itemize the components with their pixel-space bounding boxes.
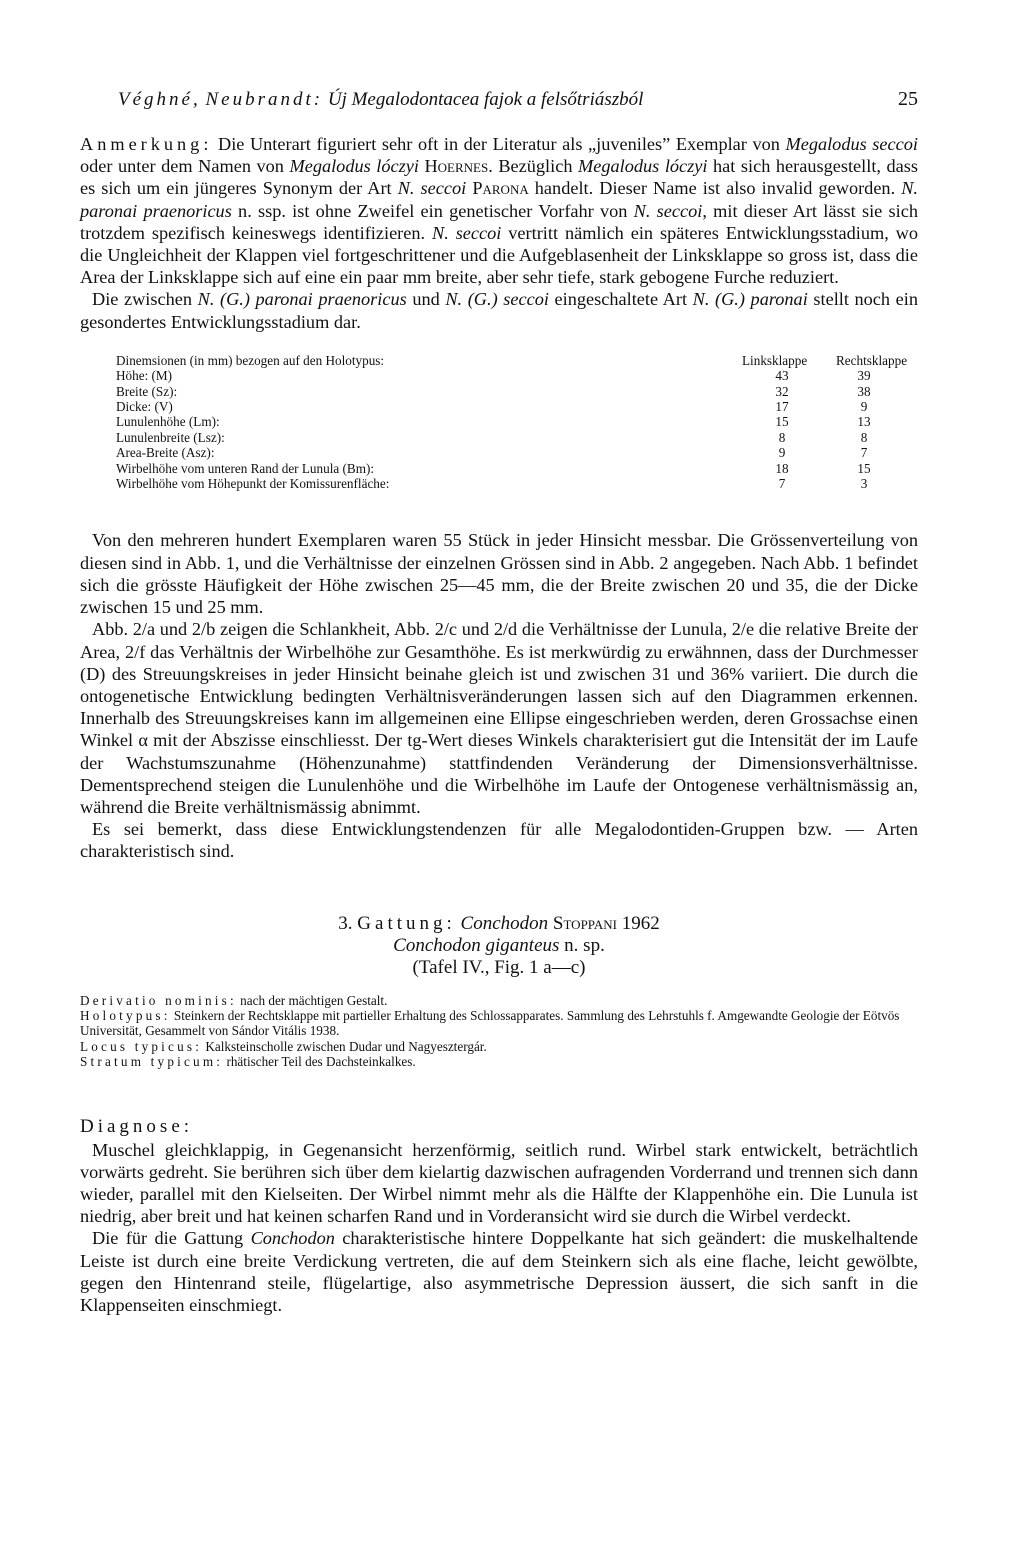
dimensions-row [116,461,906,476]
dimensions-row [116,414,906,429]
dimension-label: Dicke: (V) [116,399,173,415]
dimensions-row [116,430,906,445]
locus-text: Kalksteinscholle zwischen Dudar und Nagyesztergár. [205,1038,487,1054]
value-left: 32 [775,383,789,399]
value-right: 13 [857,414,871,430]
value-right: 7 [860,445,868,461]
author-name: Hoernes [418,156,489,177]
value-right: 15 [857,460,871,476]
taxon-name: N. seccoi [432,222,502,243]
value-right: 9 [860,399,868,415]
genus-name: Conchodon [460,912,549,934]
value-right: 3 [860,476,868,492]
header-title-line [118,89,643,111]
dimensions-row [116,399,906,414]
dimensions-table [116,353,906,492]
taxon-name: N. (G.) paronai praenoricus [197,289,407,310]
dimensions-row [116,476,906,491]
dimensions-header-row [116,353,906,368]
text-run: . Bezüglich [488,156,579,177]
value-right: 8 [860,429,868,445]
holotypus-label: Holotypus: [80,1007,171,1023]
taxon-name: Megalodus lóczyi [289,156,419,177]
taxon-name: N. (G.) paronai [692,289,808,310]
text-run: eingeschaltete Art [548,289,693,310]
anmerkung-paragraph [80,133,918,288]
stratum-text: rhätischer Teil des Dachsteinkalkes. [226,1054,416,1070]
page-number: 25 [898,88,918,110]
zwischen-paragraph [80,288,918,332]
section-gattung-label: Gattung: [357,912,456,934]
dimension-label: Area-Breite (Asz): [116,445,215,461]
anmerkung-lead: Anmerkung: [80,134,213,154]
dimensions-row [116,445,906,460]
text-run: Die zwischen [92,289,198,310]
taxon-name: N. (G.) seccoi [445,289,549,310]
species-line [80,935,918,957]
dimension-label: Breite (Sz): [116,383,178,399]
value-left: 18 [775,460,789,476]
body-paragraph-2: Abb. 2/a und 2/b zeigen die Schlankheit, Abb. 2/c und 2/d die Verhältnisse der Lunula, 2/e die relative Breite der Area, 2/f das Verhältnis der Wirbelhöhe zur Gesamthöhe. Es ist merkwürdig zu erwähnnen, dass der Durchmesser (D) des Streuungskreises in jeder Hinsicht beinahe gleich ist und zwischen 31 und 36% variiert. Die durch die ontogenetische Entwicklung bedingten Verhältnisveränderungen lassen sich auf den Diagrammen erkennen. Innerhalb des Streuungskreises kann im allgemeinen eine Ellipse eingeschrieben werden, deren Grossachse einen Winkel α mit der Abszisse einschliesst. Der tg-Wert dieses Winkels charakterisiert gut die Intensität der im Laufe der Wachstumszunahme (Höhenzunahme) stattfindenden Veränderung der Dimensionsverhältnisse. Dementsprechend steigen die Lunulenhöhe und die Wirbelhöhe im Laufe der Ontogenese verhältnismässig an, während die Breite verhältnismässig abnimmt. [80,619,918,817]
column-header-left: Linksklappe [742,352,808,368]
derivatio-line [80,993,918,1008]
dimension-label: Wirbelhöhe vom Höhepunkt der Komissurenfläche: [116,476,390,492]
text-run: , mit dieser Art lässt sie sich trotzdem spezifisch keineswegs identifizieren. [80,200,918,243]
text-run: Die für die Gattung [92,1228,251,1249]
species-status: n. sp. [564,934,605,956]
text-run: stellt noch ein gesondertes Entwicklungsstadium dar. [80,289,918,332]
holotypus-text: Steinkern der Rechtsklappe mit partieller Erhaltung des Schlossapparates. Sammlung des Lehrstuhls f. Amgewandte Geologie der Eötvös Universität, Gesammelt von Sándor Vitális 1938. [80,1007,900,1039]
derivatio-label: Derivatio nominis: [80,992,237,1008]
diagnose-paragraph-1: Muschel gleichklappig, in Gegenansicht herzenförmig, seitlich rund. Wirbel stark entwickelt, beträchtlich vorwärts gedreht. Sie berühren sich über dem kielartig dazwischen aufragenden Vorderrand und trennen sich dann wieder, parallel mit den Kielseiten. Der Wirbel nimmt mehr als die Hälfte der Klappenhöhe ein. Die Lunula ist niedrig, aber breit und hat keinen scharfen Rand und in Vorderansicht wird sie durch die Wirbel verdeckt. [80,1139,918,1227]
header-title: Új Megalodontacea fajok a felsőtriászból [327,89,644,110]
taxon-name: N. seccoi [397,178,467,199]
taxon-name: N. seccoi [633,200,703,221]
taxon-name: N. paronai praenoricus [80,178,918,221]
value-right: 38 [857,383,871,399]
value-left: 9 [778,445,786,461]
dimension-label: Lunulenbreite (Lsz): [116,429,225,445]
diagnose-heading: Diagnose: [80,1115,194,1137]
dimensions-rows [116,368,906,491]
value-left: 15 [775,414,789,430]
type-metadata [80,993,918,1070]
dimension-label: Wirbelhöhe vom unteren Rand der Lunula (Bm): [116,460,375,476]
genus-name: Conchodon [250,1228,335,1249]
author-name: Parona [466,178,529,199]
text-run: handelt. Dieser Name ist also invalid geworden. [528,178,902,199]
genus-author: Stoppani [552,912,617,934]
tafel-reference: (Tafel IV., Fig. 1 a—c) [412,956,586,978]
taxon-name: Megalodus lóczyi [578,156,708,177]
value-left: 8 [778,429,786,445]
holotypus-line [80,1008,918,1039]
locus-label: Locus typicus: [80,1038,203,1054]
dimensions-row [116,384,906,399]
dimensions-heading: Dinemsionen (in mm) bezogen auf den Holotypus: [116,352,385,368]
value-left: 17 [775,399,789,415]
derivatio-text: nach der mächtigen Gestalt. [240,992,388,1008]
section-number: 3. [338,912,353,934]
text-run: und [406,289,446,310]
value-right: 39 [857,368,871,384]
text-run: Die Unterart figuriert sehr oft in der Literatur als „juveniles” Exemplar von [212,134,786,154]
locus-line [80,1039,918,1054]
text-run: oder unter dem Namen von [80,156,290,177]
header-author-2: Neubrandt: [205,89,324,110]
column-header-right: Rechtsklappe [836,352,908,368]
dimensions-row [116,368,906,383]
stratum-label: Stratum typicum: [80,1054,224,1070]
text-run: hat sich herausgestellt, dass es sich um ein jüngeres Synonym der Art [80,156,919,199]
taxon-name: Megalodus seccoi [785,134,918,154]
header-author-1: Véghné, [118,89,201,110]
species-name: Conchodon giganteus [393,934,560,956]
stratum-line [80,1054,918,1069]
section-heading [80,913,918,979]
page [80,88,918,1316]
genus-year: 1962 [621,912,660,934]
body-paragraph-1: Von den mehreren hundert Exemplaren waren 55 Stück in jeder Hinsicht messbar. Die Grössenverteilung von diesen sind in Abb. 1, und die Verhältnisse der einzelnen Grössen sind in Abb. 2 angegeben. Nach Abb. 1 befindet sich die grösste Häufigkeit der Höhe zwischen 25—45 mm, die der Breite zwischen 20 und 35, die der Dicke zwischen 15 und 25 mm. [80,530,918,618]
body-paragraph-3: Es sei bemerkt, dass diese Entwicklungstendenzen für alle Megalodontiden-Gruppen bzw. — Arten charakteristisch sind. [80,819,918,862]
text-run: vertritt nämlich ein späteres Entwicklungsstadium, wo die Ungleichheit der Klappen viel fortgeschrittener und die Aufgeblasenheit der Linksklappe so gross ist, dass die Area der Linksklappe sich auf eine ein paar mm breite, aber sehr tiefe, stark gebogene Furche reduziert. [80,222,919,288]
diagnose-paragraph-2 [80,1227,918,1316]
text-run: charakteristische hintere Doppelkante hat sich geändert: die muskelhaltende Leiste ist durch eine breite Verdickung vertreten, die auf dem Steinkern sich als eine flache, leicht gewölbte, gegen den Hintenrand steile, flügelartige, also asymmetrische Depression äussert, die sich sanft in die Klappenseiten einschmiegt. [80,1228,918,1315]
value-left: 7 [778,476,786,492]
text-run: n. ssp. ist ohne Zweifel ein genetischer Vorfahr von [231,200,634,221]
value-left: 43 [775,368,789,384]
dimension-label: Höhe: (M) [116,368,173,384]
section-title-line [80,913,918,935]
running-header [118,88,918,111]
dimension-label: Lunulenhöhe (Lm): [116,414,220,430]
